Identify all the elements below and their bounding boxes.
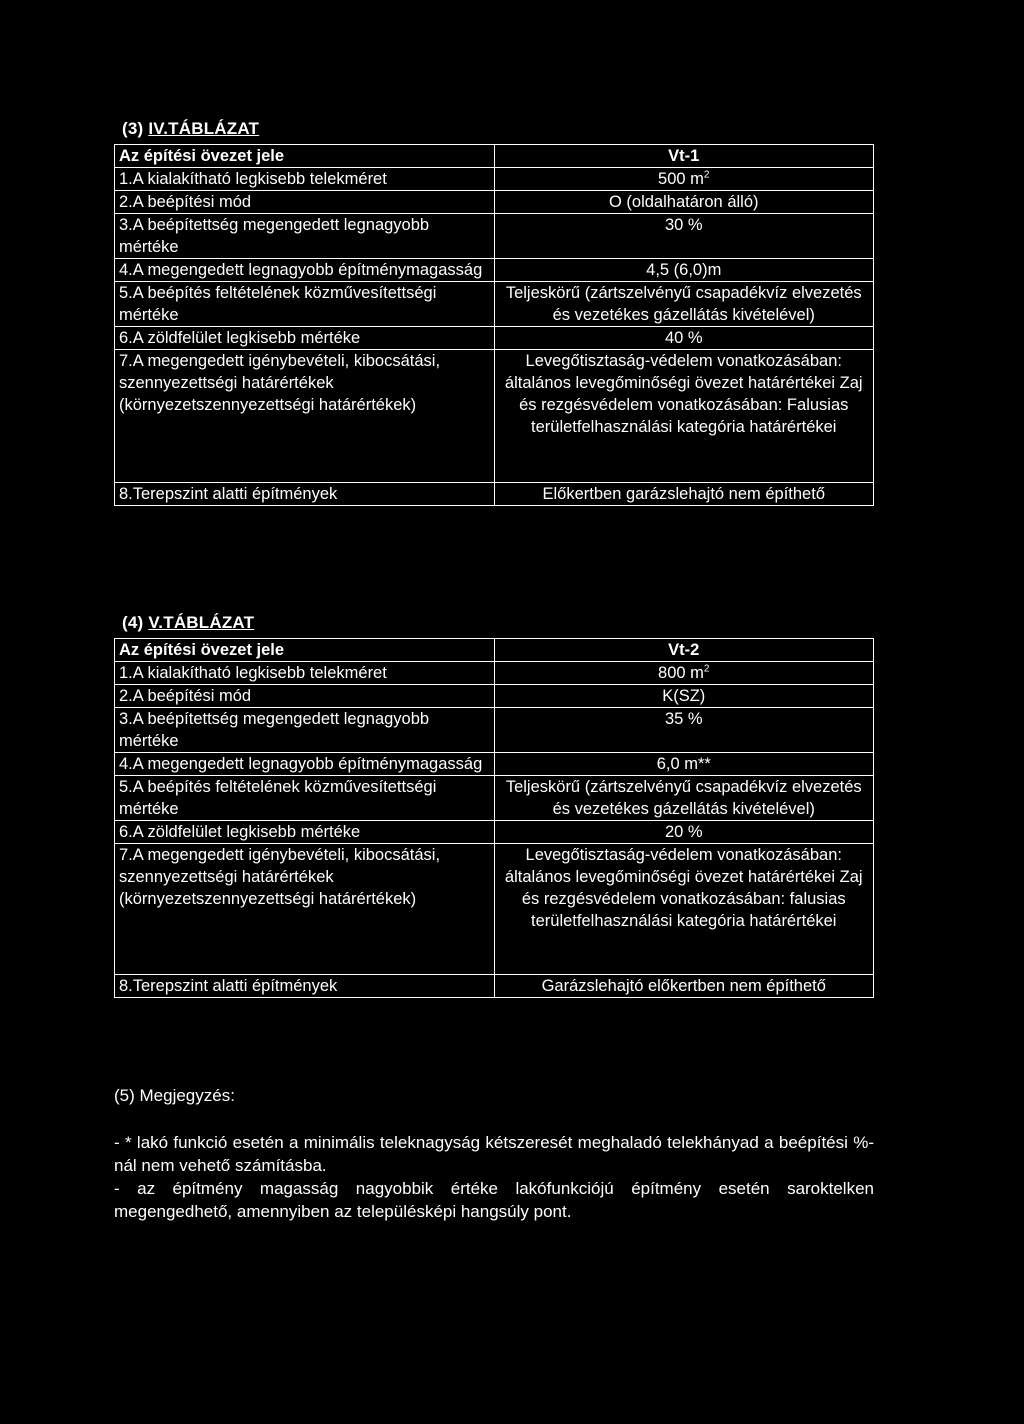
table-row — [115, 214, 874, 259]
table-row — [115, 350, 874, 483]
row-label: 6.A zöldfelület legkisebb mértéke — [115, 327, 495, 350]
row-value: Teljeskörű (zártszelvényű csapadékvíz elvezetés és vezetékes gázellátás kivételével) — [494, 776, 874, 821]
row-value: 40 % — [494, 327, 874, 350]
table1-header-value: Vt-1 — [494, 145, 874, 168]
row-value: Előkertben garázslehajtó nem építhető — [494, 483, 874, 506]
table2-header-value: Vt-2 — [494, 639, 874, 662]
value-text: 800 m — [658, 664, 704, 682]
row-label: 1.A kialakítható legkisebb telekméret — [115, 662, 495, 685]
table2-section-number: (4) — [122, 613, 144, 632]
row-value: Teljeskörű (zártszelvényű csapadékvíz elvezetés és vezetékes gázellátás kivételével) — [494, 282, 874, 327]
row-value: K(SZ) — [494, 685, 874, 708]
value-superscript: 2 — [703, 663, 710, 675]
value-text: 500 m — [658, 170, 704, 188]
row-value: 4,5 (6,0)m — [494, 259, 874, 282]
table2-header-label: Az építési övezet jele — [115, 639, 495, 662]
row-value: 20 % — [494, 821, 874, 844]
table-row — [115, 259, 874, 282]
row-label: 6.A zöldfelület legkisebb mértéke — [115, 821, 495, 844]
row-value — [494, 662, 874, 685]
row-label: 7.A megengedett igénybevételi, kibocsátási, szennyezettségi határértékek (környezetszennyezettségi határértékek) — [115, 844, 495, 975]
table-row — [115, 708, 874, 753]
row-label: 7.A megengedett igénybevételi, kibocsátási, szennyezettségi határértékek (környezetszennyezettségi határértékek) — [115, 350, 495, 483]
table1-section-number: (3) — [122, 119, 144, 138]
value-superscript: 2 — [703, 169, 710, 181]
table1-title — [122, 118, 259, 140]
table-row — [115, 327, 874, 350]
table1-title-text: IV.TÁBLÁZAT — [148, 119, 260, 138]
table2-title — [122, 612, 254, 634]
table1-vt1 — [114, 144, 874, 506]
row-label: 3.A beépítettség megengedett legnagyobb mértéke — [115, 214, 495, 259]
table-row — [115, 168, 874, 191]
table-row — [115, 975, 874, 998]
row-value: 30 % — [494, 214, 874, 259]
row-label: 4.A megengedett legnagyobb építménymagasság — [115, 259, 495, 282]
note-item: - az építmény magasság nagyobbik értéke lakófunkciójú építmény esetén saroktelken megengedhető, amennyiben az településképi hangsúly pont. — [114, 1179, 874, 1221]
table-row — [115, 844, 874, 975]
table1-header-label: Az építési övezet jele — [115, 145, 495, 168]
row-value: Levegőtisztaság-védelem vonatkozásában: általános levegőminőségi övezet határértékei Zaj és rezgésvédelem vonatkozásában: Falusias területfelhasználási kategória határértékei — [494, 350, 874, 483]
table-row — [115, 483, 874, 506]
row-value: 35 % — [494, 708, 874, 753]
table-row — [115, 753, 874, 776]
table-row — [115, 282, 874, 327]
row-label: 4.A megengedett legnagyobb építménymagasság — [115, 753, 495, 776]
note-item: - * lakó funkció esetén a minimális teleknagyság kétszeresét meghaladó telekhányad a beépítési %-nál nem vehető számításba. — [114, 1133, 874, 1175]
row-label: 5.A beépítés feltételének közművesítettségi mértéke — [115, 282, 495, 327]
row-label: 5.A beépítés feltételének közművesítettségi mértéke — [115, 776, 495, 821]
table-row — [115, 662, 874, 685]
row-value: O (oldalhatáron álló) — [494, 191, 874, 214]
row-value — [494, 168, 874, 191]
row-value: Garázslehajtó előkertben nem építhető — [494, 975, 874, 998]
table1-header-row — [115, 145, 874, 168]
row-label: 8.Terepszint alatti építmények — [115, 975, 495, 998]
table-row — [115, 191, 874, 214]
notes-title: (5) Megjegyzés: — [114, 1086, 235, 1105]
table2-vt2 — [114, 638, 874, 998]
table2-title-text: V.TÁBLÁZAT — [148, 613, 255, 632]
table-row — [115, 821, 874, 844]
row-label: 3.A beépítettség megengedett legnagyobb mértéke — [115, 708, 495, 753]
table-row — [115, 685, 874, 708]
table-row — [115, 776, 874, 821]
row-label: 1.A kialakítható legkisebb telekméret — [115, 168, 495, 191]
row-label: 2.A beépítési mód — [115, 685, 495, 708]
row-value: Levegőtisztaság-védelem vonatkozásában: általános levegőminőségi övezet határértékei Zaj és rezgésvédelem vonatkozásában: falusias területfelhasználási kategória határértékei — [494, 844, 874, 975]
row-label: 8.Terepszint alatti építmények — [115, 483, 495, 506]
row-label: 2.A beépítési mód — [115, 191, 495, 214]
row-value: 6,0 m** — [494, 753, 874, 776]
table2-header-row — [115, 639, 874, 662]
